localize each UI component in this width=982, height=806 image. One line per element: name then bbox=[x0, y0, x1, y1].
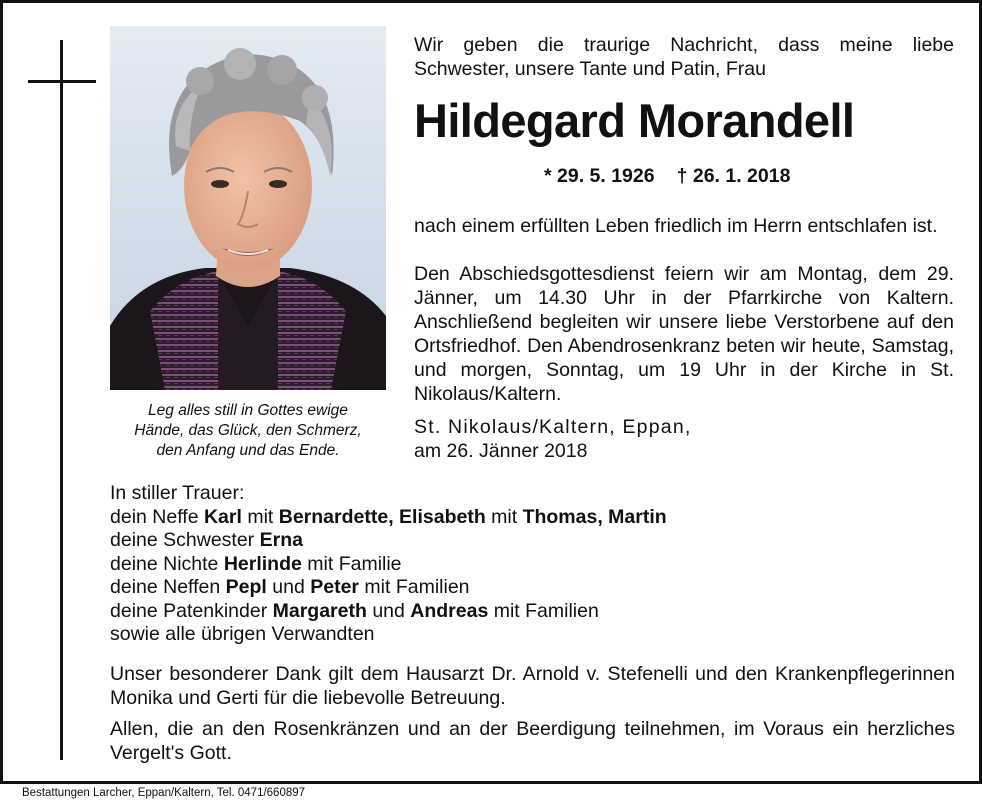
quote bbox=[108, 401, 388, 461]
mourners-list bbox=[110, 482, 870, 647]
birth-date: * 29. 5. 1926 bbox=[544, 165, 655, 187]
intro-text bbox=[414, 33, 954, 81]
thanks-doctor: Unser besonderer Dank gilt dem Hausarzt Dr. Arnold v. Stefenelli und den Krankenpflegerinnen Monika und Gerti für die liebevolle Betreuung. bbox=[110, 663, 955, 709]
quote-line: den Anfang und das Ende. bbox=[156, 442, 340, 459]
place-date: am 26. Jänner 2018 bbox=[414, 440, 588, 462]
death-date: † 26. 1. 2018 bbox=[676, 165, 791, 187]
thanks-attendees: Allen, die an den Rosenkränzen und an der Beerdigung teilnehmen, im Voraus ein herzliches Vergelt's Gott. bbox=[110, 718, 955, 764]
intro-line: Wir geben die traurige Nachricht, dass meine liebe bbox=[414, 34, 954, 56]
list-item: deine Nichte Herlinde mit Familie bbox=[110, 552, 402, 575]
list-item: dein Neffe Karl mit Bernardette, Elisabeth mit Thomas, Martin bbox=[110, 505, 667, 528]
intro-line: Schwester, unsere Tante und Patin, Frau bbox=[414, 58, 766, 80]
list-item: deine Patenkinder Margareth und Andreas mit Familien bbox=[110, 599, 599, 622]
deceased-name: Hildegard Morandell bbox=[414, 94, 855, 147]
mourners-heading: In stiller Trauer: bbox=[110, 482, 245, 504]
list-item: deine Schwester Erna bbox=[110, 529, 303, 551]
list-item: deine Neffen Pepl und Peter mit Familien bbox=[110, 576, 470, 598]
quote-line: Hände, das Glück, den Schmerz, bbox=[134, 422, 362, 439]
funeral-home-footer: Bestattungen Larcher, Eppan/Kaltern, Tel. 0471/660897 bbox=[22, 787, 306, 799]
place-line: St. Nikolaus/Kaltern, Eppan, bbox=[414, 416, 692, 438]
portrait-photo bbox=[110, 26, 386, 390]
list-item: sowie alle übrigen Verwandten bbox=[110, 623, 375, 645]
quote-line: Leg alles still in Gottes ewige bbox=[148, 402, 348, 419]
life-dates bbox=[544, 163, 790, 189]
paragraph-service: Den Abschiedsgottesdienst feiern wir am Montag, dem 29. Jänner, um 14.30 Uhr in der Pfarrkirche von Kaltern. Anschließend begleiten wir unsere liebe Verstorbene auf den Ortsfriedhof. Den Abendrosenkranz beten wir heute, Samstag, und morgen, Sonntag, um 19 Uhr in der Kirche in St. Nikolaus/Kaltern. bbox=[414, 263, 954, 405]
paragraph-passing: nach einem erfüllten Leben friedlich im Herrn entschlafen ist. bbox=[414, 215, 938, 237]
